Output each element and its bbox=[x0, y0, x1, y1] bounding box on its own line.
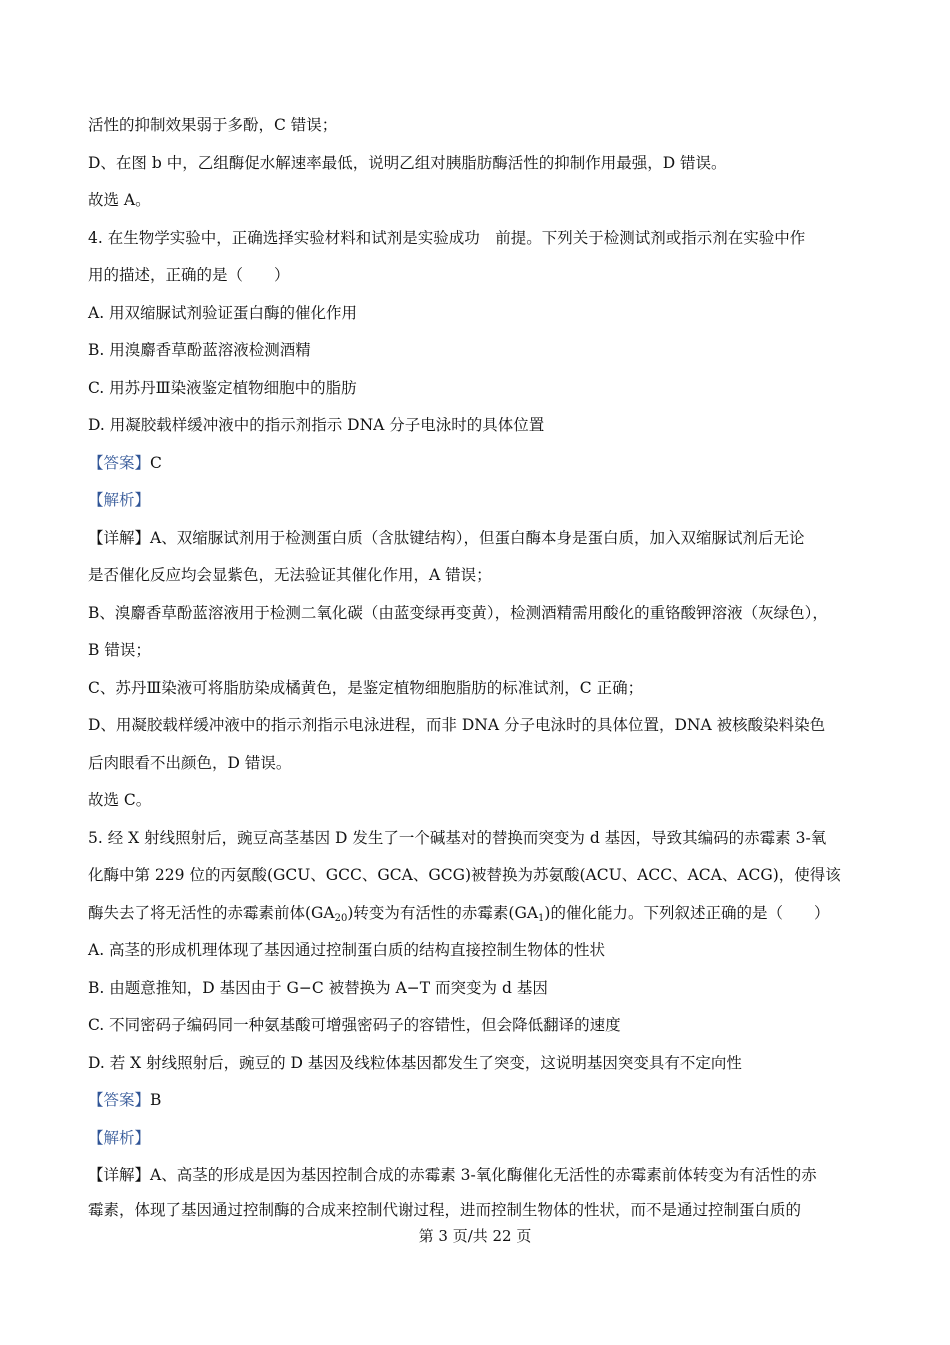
answer-value: B bbox=[150, 1091, 162, 1109]
text-line: 故选 A。 bbox=[88, 191, 151, 209]
option-c: C. 不同密码子编码同一种氨基酸可增强密码子的容错性，但会降低翻译的速度 bbox=[88, 1016, 621, 1034]
text-line: B、溴麝香草酚蓝溶液用于检测二氧化碳（由蓝变绿再变黄），检测酒精需用酸化的重铬酸钾溶液（灰绿色）， bbox=[88, 604, 828, 622]
option-c: C. 用苏丹Ⅲ染液鉴定植物细胞中的脂肪 bbox=[88, 379, 357, 397]
text-line: 后肉眼看不出颜色，D 错误。 bbox=[88, 754, 292, 772]
question-4-stem-cont: 用的描述，正确的是（ ） bbox=[88, 266, 290, 284]
analysis-tag: 【解析】 bbox=[88, 1129, 151, 1147]
answer-tag: 【答案】 bbox=[88, 1091, 151, 1109]
text-line: 活性的抑制效果弱于多酚，C 错误； bbox=[88, 116, 338, 134]
text-line: 霉素，体现了基因通过控制酶的合成来控制代谢过程，进而控制生物体的性状，而不是通过控制蛋白质的 bbox=[88, 1201, 802, 1219]
option-d: D. 用凝胶载样缓冲液中的指示剂指示 DNA 分子电泳时的具体位置 bbox=[88, 416, 545, 434]
question-4-stem: 4. 在生物学实验中，正确选择实验材料和试剂是实验成功 前提。下列关于检测试剂或指示剂在实验中作 bbox=[88, 229, 806, 247]
question-5-stem: 5. 经 X 射线照射后，豌豆高茎基因 D 发生了一个碱基对的替换而突变为 d 基因，导致其编码的赤霉素 3-氧 bbox=[88, 829, 827, 847]
answer-line bbox=[88, 452, 162, 474]
detail-tag: 【详解】 bbox=[88, 529, 151, 547]
analysis-tag: 【解析】 bbox=[88, 491, 151, 509]
detail-line: 【详解】A、双缩脲试剂用于检测蛋白质（含肽键结构），但蛋白酶本身是蛋白质，加入双缩脲试剂后无论 bbox=[88, 529, 805, 547]
text-line: D、用凝胶载样缓冲液中的指示剂指示电泳进程，而非 DNA 分子电泳时的具体位置，DNA 被核酸染料染色 bbox=[88, 716, 826, 734]
answer-value: C bbox=[150, 454, 162, 472]
detail-tag: 【详解】 bbox=[88, 1166, 151, 1184]
detail-line: 【详解】A、高茎的形成是因为基因控制合成的赤霉素 3-氧化酶催化无活性的赤霉素前体转变为有活性的赤 bbox=[88, 1166, 817, 1184]
text-line: 是否催化反应均会显紫色，无法验证其催化作用，A 错误； bbox=[88, 566, 492, 584]
answer-line bbox=[88, 1089, 161, 1111]
option-b: B. 用溴麝香草酚蓝溶液检测酒精 bbox=[88, 341, 311, 359]
question-5-stem-cont: 酶失去了将无活性的赤霉素前体$(GA_{20})$转变为有活性的赤霉素$(GA_1)$的催化能力。下列叙述正确的是（ ） bbox=[88, 904, 830, 924]
text-line: B 错误； bbox=[88, 641, 151, 659]
page-footer: 第 3 页/共 22 页 bbox=[418, 1227, 532, 1245]
analysis-line bbox=[88, 1127, 150, 1149]
question-5-stem-cont: 化酶中第 229 位的丙氨酸(GCU、GCC、GCA、GCG)被替换为苏氨酸(ACU、ACC、ACA、ACG)，使得该 bbox=[88, 866, 841, 884]
text-line: 故选 C。 bbox=[88, 791, 152, 809]
text-line: D、在图 b 中，乙组酶促水解速率最低，说明乙组对胰脂肪酶活性的抑制作用最强，D 错误。 bbox=[88, 154, 727, 172]
text-line: C、苏丹Ⅲ染液可将脂肪染成橘黄色，是鉴定植物细胞脂肪的标准试剂，C 正确； bbox=[88, 679, 644, 697]
analysis-line bbox=[88, 489, 150, 511]
option-a: A. 用双缩脲试剂验证蛋白酶的催化作用 bbox=[88, 304, 358, 322]
answer-tag: 【答案】 bbox=[88, 454, 151, 472]
option-a: A. 高茎的形成机理体现了基因通过控制蛋白质的结构直接控制生物体的性状 bbox=[88, 941, 606, 959]
option-b: B. 由题意推知，D 基因由于 G−C 被替换为 A−T 而突变为 d 基因 bbox=[88, 979, 548, 997]
option-d: D. 若 X 射线照射后，豌豆的 D 基因及线粒体基因都发生了突变，这说明基因突变具有不定向性 bbox=[88, 1054, 742, 1072]
